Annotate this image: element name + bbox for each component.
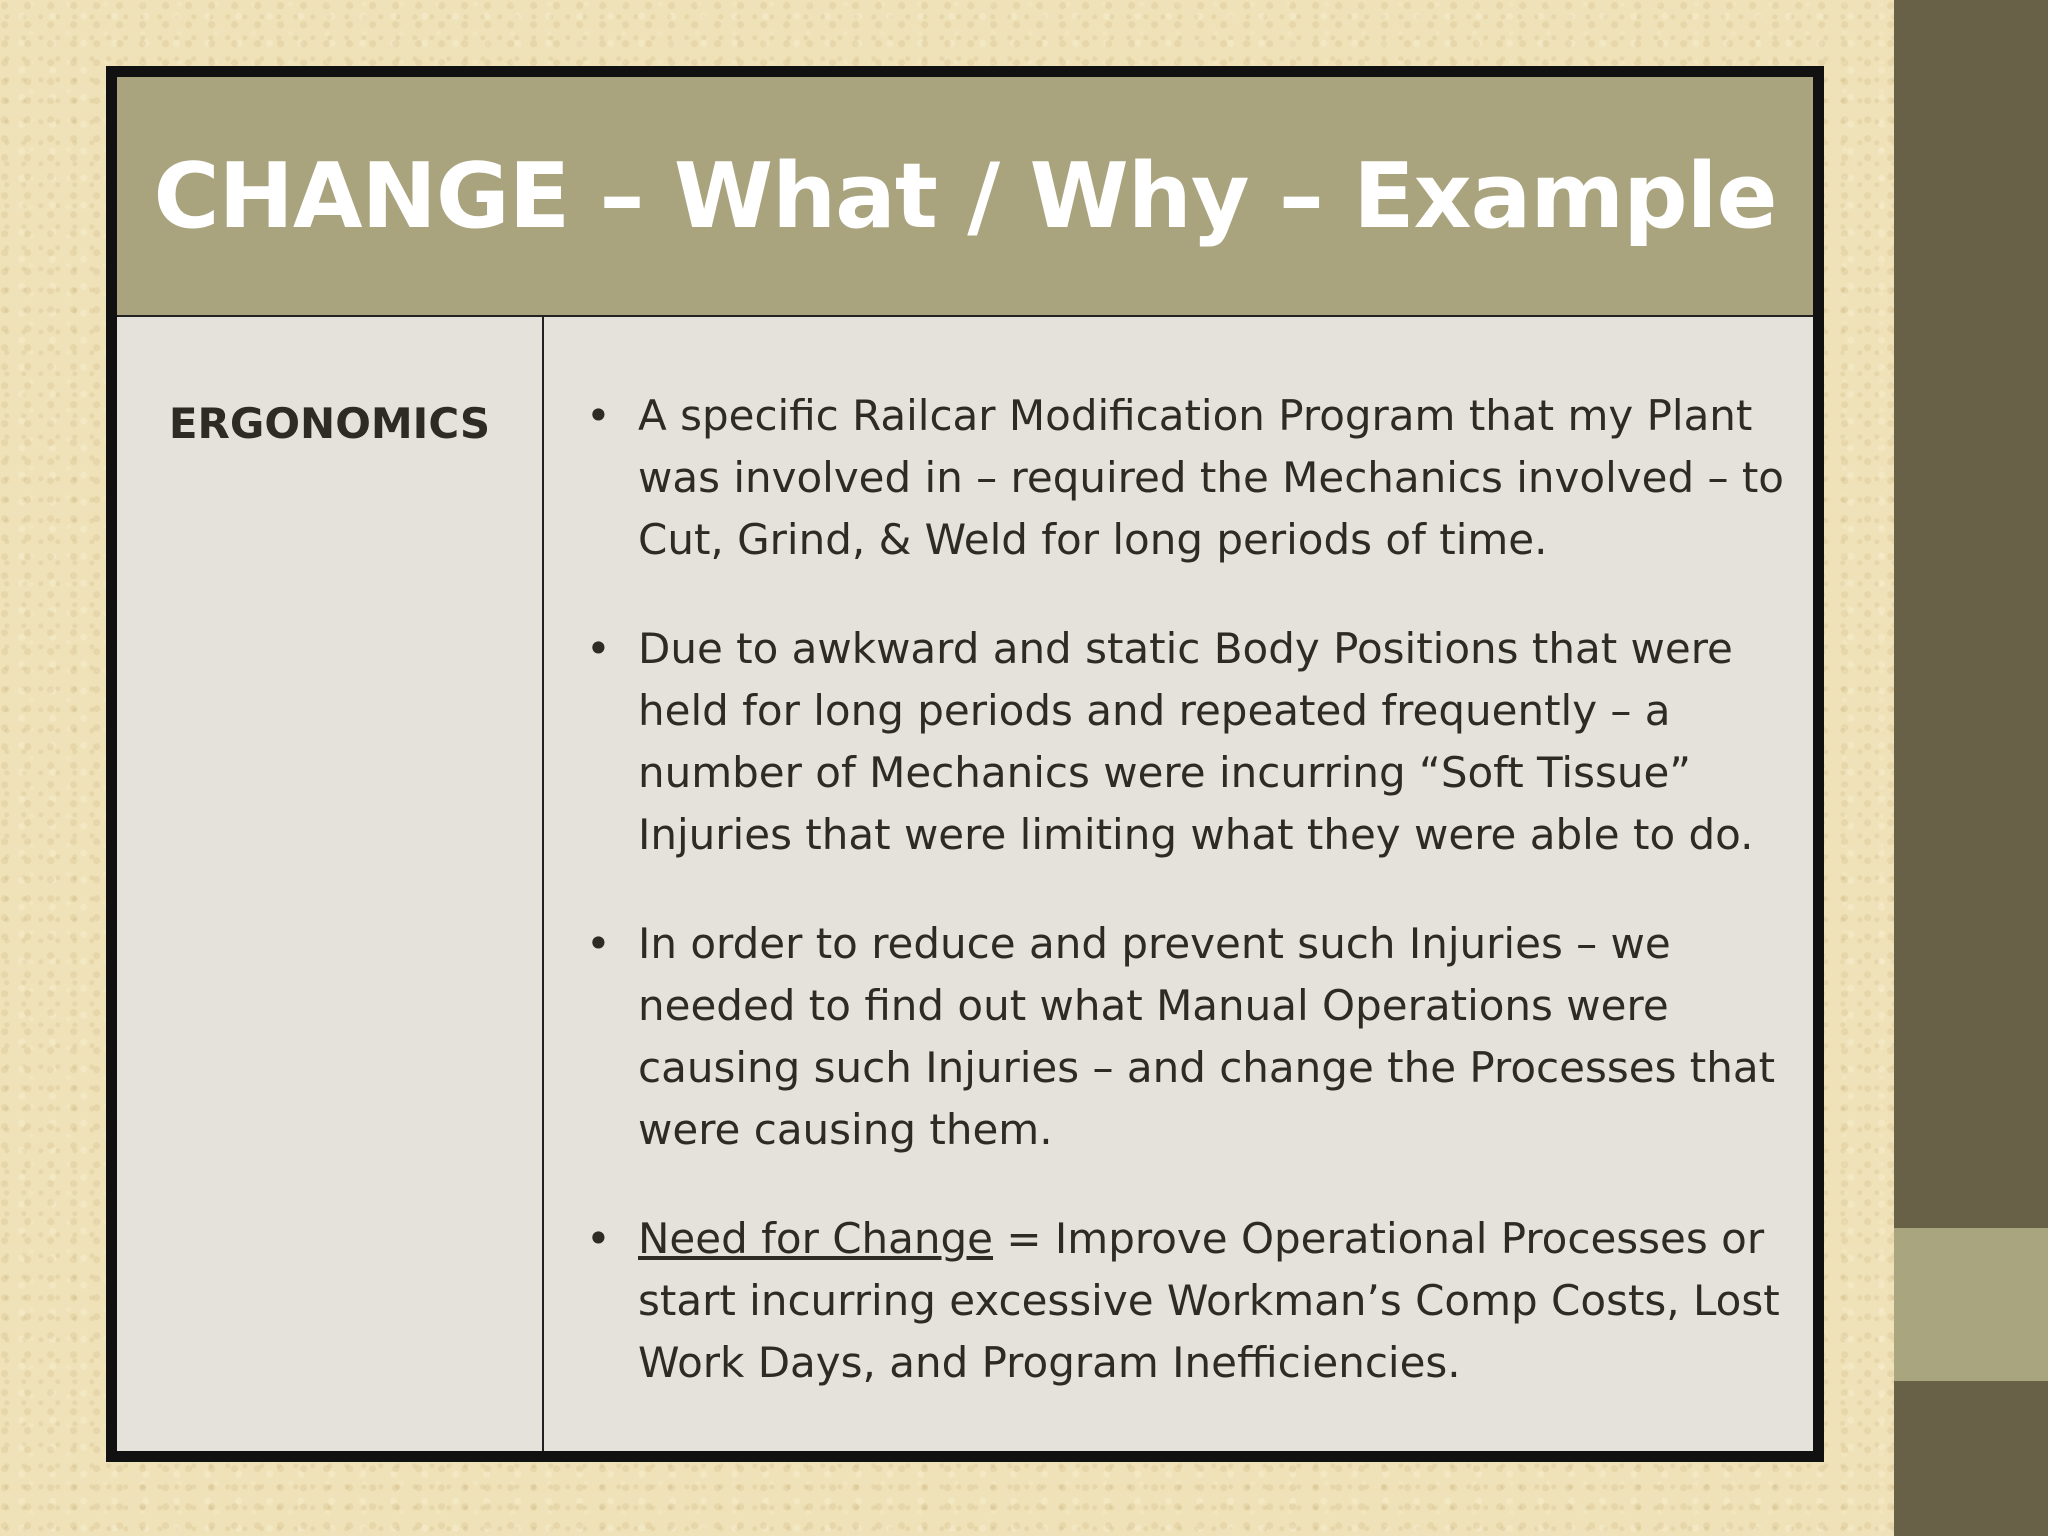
bullet-list: [586, 385, 1796, 1441]
need-for-change-emphasis: Need for Change: [638, 1214, 994, 1263]
category-column: [117, 317, 544, 1451]
details-column: [544, 317, 1813, 1451]
category-label: ERGONOMICS: [168, 399, 491, 448]
need-for-change-text: = Improve Operational Processes or start incurring excessive Workman’s Comp Costs, Lost Work Days, and Program Inefficiencies.: [638, 1214, 1780, 1387]
title-bar: [117, 77, 1813, 317]
bullet-item: • In order to reduce and prevent such Injuries – we needed to find out what Manual Operations were causing such Injuries – and change the Processes that were causing them.: [586, 913, 1796, 1161]
decorative-side-band-accent: [1894, 1228, 2048, 1381]
bullet-item: • A specific Railcar Modification Program that my Plant was involved in – required the Mechanics involved – to Cut, Grind, & Weld for long periods of time.: [586, 385, 1796, 571]
bullet-item-need-for-change: [586, 1208, 1796, 1394]
content-table: [106, 66, 1824, 1462]
bullet-item: • Due to awkward and static Body Positions that were held for long periods and repeated frequently – a number of Mechanics were incurring “Soft Tissue” Injuries that were limiting what they were able to do.: [586, 618, 1796, 866]
slide-title: CHANGE – What / Why – Example: [153, 143, 1777, 249]
